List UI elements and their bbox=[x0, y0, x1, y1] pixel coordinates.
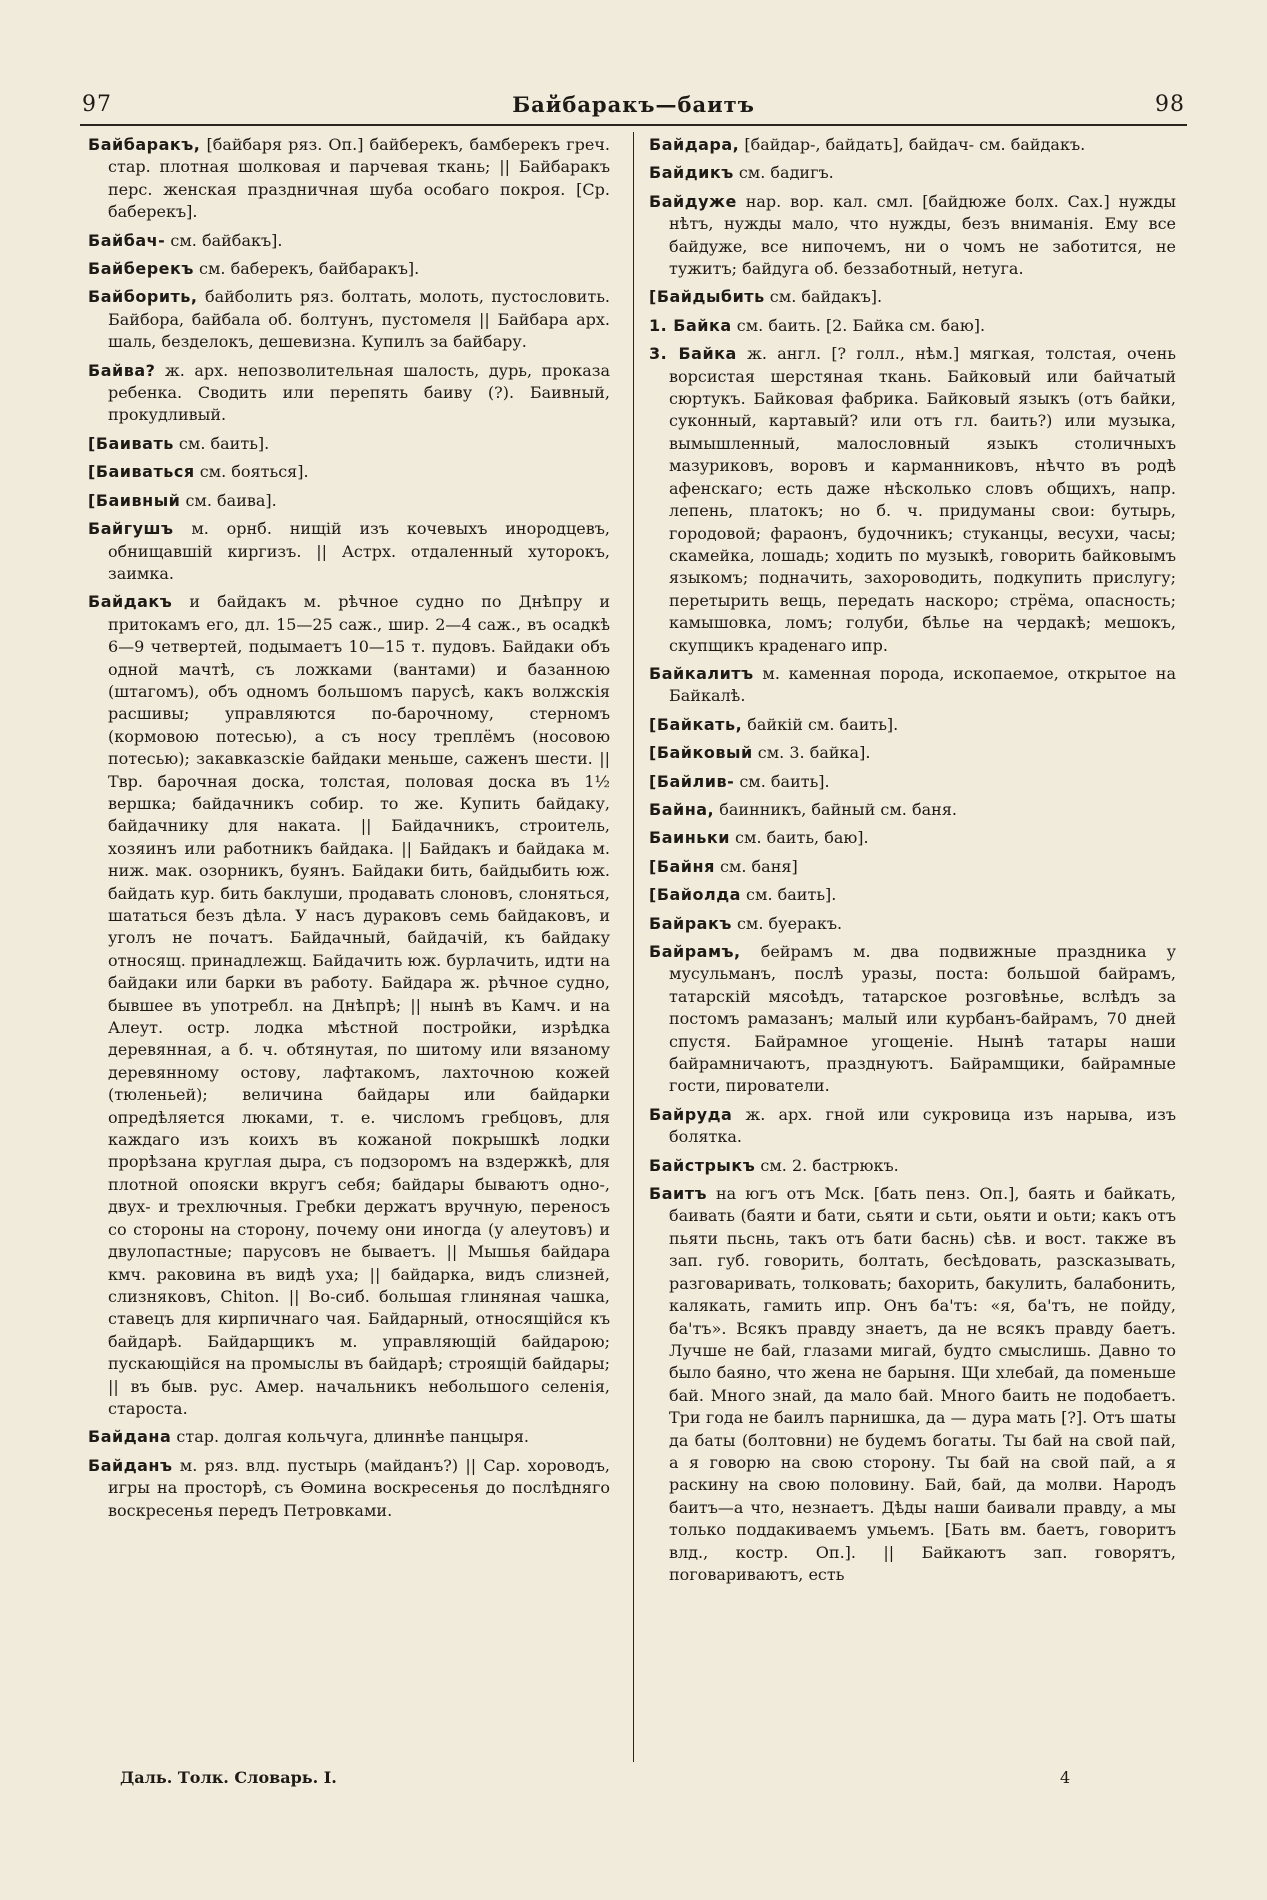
entry-headword: Байгушъ bbox=[88, 519, 174, 539]
entry-headword: Байдакъ bbox=[88, 592, 173, 612]
entry-definition: см. 2. бастрюкъ. bbox=[760, 1155, 899, 1175]
entry-definition: см. буеракъ. bbox=[736, 913, 843, 933]
entry-headword: Байборить, bbox=[88, 287, 198, 307]
entry-definition: см. бояться]. bbox=[199, 462, 309, 482]
left-column bbox=[88, 134, 610, 1764]
entry-definition: [байдар-, байдать], байдач- см. байдакъ. bbox=[744, 135, 1086, 154]
column-divider bbox=[633, 132, 634, 1762]
dictionary-entry bbox=[88, 230, 610, 252]
dictionary-entry bbox=[88, 286, 610, 353]
dictionary-entry bbox=[649, 343, 1176, 657]
dictionary-entry bbox=[649, 1104, 1176, 1149]
entry-definition: см. бадигъ. bbox=[738, 163, 834, 183]
dictionary-entry bbox=[649, 884, 1176, 906]
entry-definition: [байбаря ряз. Оп.] байберекъ, бамберекъ греч. стар. плотная шолковая и парчевая ткань; || Байбаракъ перс. женская праздничная шуба особаго покроя. [Ср. баберекъ]. bbox=[108, 135, 610, 222]
dictionary-entry bbox=[649, 286, 1176, 308]
entry-headword: 3. Байка bbox=[649, 344, 737, 364]
dictionary-entry bbox=[88, 258, 610, 280]
entry-definition: см. байбакъ]. bbox=[170, 230, 283, 250]
entry-headword: Байкалитъ bbox=[649, 663, 754, 683]
running-title: Байбаракъ—баитъ bbox=[512, 92, 755, 117]
entry-headword: [Байолда bbox=[649, 885, 741, 905]
entry-definition: м. орнб. нищій изъ кочевыхъ инородцевъ, обнищавшій киргизъ. || Астрх. отдаленный хуторокъ, заимка. bbox=[108, 519, 610, 583]
entry-headword: [Байдыбить bbox=[649, 287, 765, 307]
entry-headword: Байруда bbox=[649, 1104, 733, 1124]
entry-headword: Баиньки bbox=[649, 828, 730, 848]
dictionary-entry bbox=[649, 1155, 1176, 1177]
dictionary-entry bbox=[649, 1183, 1176, 1586]
dictionary-entry bbox=[88, 360, 610, 427]
dictionary-entry bbox=[88, 591, 610, 1420]
entry-definition: м. каменная порода, ископаемое, открытое на Байкалѣ. bbox=[669, 663, 1176, 706]
entry-headword: Байва? bbox=[88, 360, 156, 380]
entry-definition: см. баива]. bbox=[185, 490, 277, 510]
footer-sheet-number: 4 bbox=[1060, 1768, 1071, 1787]
entry-definition: баинникъ, байный см. баня. bbox=[719, 799, 957, 819]
entry-definition: ж. англ. [? голл., нѣм.] мягкая, толстая, очень ворсистая шерстяная ткань. Байковый или байчатый сюртукъ. Байковая фабрика. Байковый языкъ (отъ байки, суконный, картавый? или отъ гл. баить?) или музыка, вымышленный, малословный языкъ столичныхъ мазуриковъ, воровъ и карманниковъ, нѣчто въ родѣ афенскаго; есть даже нѣсколько словъ общихъ, напр. лепень, платокъ; но б. ч. придуманы свои: бутырь, городовой; фараонъ, будочникъ; стуканцы, весухи, часы; скамейка, лошадь; ходить по музыкѣ, говорить байковымъ языкомъ; подначить, захороводить, подкупить прислугу; перетырить вещь, передать наскоро; стрёма, опасность; камышовка, ломъ; голуби, бѣлье на чердакѣ; мешокъ, скупщикъ краденаго ипр. bbox=[669, 344, 1176, 655]
entry-headword: [Байня bbox=[649, 856, 715, 876]
dictionary-entry bbox=[649, 742, 1176, 764]
footer-signature: Даль. Толк. Словарь. I. bbox=[120, 1768, 337, 1787]
entry-headword: 1. Байка bbox=[649, 315, 732, 335]
entry-definition: см. 3. байка]. bbox=[757, 743, 871, 763]
page-number-right: 98 bbox=[1155, 92, 1185, 117]
entry-definition: и байдакъ м. рѣчное судно по Днѣпру и притокамъ его, дл. 15—25 саж., шир. 2—4 саж., въ осадкѣ 6—9 четвертей, подымаетъ 10—15 т. пудовъ. Байдаки объ одной мачтѣ, съ ложками (вантами) и базанною (штагомъ), объ одномъ большомъ парусѣ, какъ волжскія расшивы; управляются по-барочному, стерномъ (кормовою потесью), а съ носу треплёмъ (носовою потесью); закавказскіе байдаки меньше, саженъ шести. || Твр. барочная доска, толстая, половая доска въ 1½ вершка; байдачникъ собир. то же. Купить байдаку, байдачнику для наката. || Байдачникъ, строитель, хозяинъ или работникъ байдака. || Байдакъ и байдака м. ниж. мак. озорникъ, буянъ. Байдаки бить, байдыбить юж. байдать кур. бить баклуши, продавать слоновъ, слоняться, шататься безъ дѣла. У насъ дураковъ семь байдаковъ, и уголъ не початъ. Байдачный, байдачій, къ байдаку относящ. принадлежщ. Байдачить юж. бурлачить, идти на байдаки или барки въ работу. Байдара ж. рѣчное судно, бывшее въ употребл. на Днѣпрѣ; || нынѣ въ Камч. и на Алеут. остр. лодка мѣстной постройки, изрѣдка деревянная, а б. ч. обтянутая, по шитому или вязаному деревянному остову, лафтакомъ, лахточною кожей (тюленьей); величина байдары или байдарки опредѣляется люками, т. е. числомъ гребцовъ, для каждаго изъ коихъ въ кожаной покрышкѣ лодки прорѣзана круглая дыра, съ подзоромъ на вздержкѣ, для плотной опояски вкругъ себя; байдары бываютъ одно-, двух- и трехлючныя. Гребки держатъ вручную, переносъ со стороны на сторону, почему они иногда (у алеутовъ) и двулопастные; парусовъ не бываетъ. || Мышья байдара кмч. раковина въ видѣ уха; || байдарка, видъ слизней, слизняковъ, Chiton. || Во-сиб. большая глиняная чашка, ставецъ для кирпичнаго чая. Байдарный, относящійся къ байдарѣ. Байдарщикъ м. управляющій байдарою; пускающійся на промыслы въ байдарѣ; строящій байдары; || въ быв. рус. Амер. начальникъ небольшого селенія, староста. bbox=[108, 592, 610, 1418]
entry-definition: стар. долгая кольчуга, длиннѣе панцыря. bbox=[176, 1427, 530, 1447]
entry-headword: Байна, bbox=[649, 799, 715, 819]
dictionary-entry bbox=[649, 856, 1176, 878]
dictionary-entry bbox=[649, 913, 1176, 935]
header-rule bbox=[80, 124, 1187, 126]
right-column bbox=[649, 134, 1176, 1764]
entry-headword: Байракъ bbox=[649, 913, 732, 933]
entry-definition: см. байдакъ]. bbox=[769, 287, 883, 307]
entry-headword: Баитъ bbox=[649, 1184, 707, 1204]
dictionary-entry bbox=[88, 1455, 610, 1522]
entry-definition: ж. арх. гной или сукровица изъ нарыва, изъ болятка. bbox=[669, 1104, 1176, 1147]
dictionary-entry bbox=[88, 433, 610, 455]
entry-headword: Байбач- bbox=[88, 230, 166, 250]
dictionary-entry bbox=[649, 663, 1176, 708]
entry-headword: Байдара, bbox=[649, 135, 740, 154]
dictionary-entry bbox=[649, 191, 1176, 281]
entry-definition: см. баить. [2. Байка см. баю]. bbox=[736, 315, 986, 335]
entry-definition: см. баить, баю]. bbox=[735, 828, 869, 848]
entry-headword: Байданъ bbox=[88, 1455, 173, 1475]
entry-definition: см. баить]. bbox=[746, 885, 837, 905]
entry-headword: [Байкать, bbox=[649, 714, 743, 734]
entry-headword: [Баиваться bbox=[88, 462, 195, 482]
entry-headword: Байдуже bbox=[649, 191, 737, 211]
dictionary-entry bbox=[649, 827, 1176, 849]
dictionary-entry bbox=[88, 461, 610, 483]
entry-headword: Байдана bbox=[88, 1427, 172, 1447]
entry-headword: [Баивный bbox=[88, 490, 181, 510]
entry-headword: [Байковый bbox=[649, 743, 753, 763]
dictionary-entry bbox=[88, 518, 610, 585]
entry-headword: Байрамъ, bbox=[649, 942, 741, 961]
entry-definition: бейрамъ м. два подвижные праздника у мусульманъ, послѣ уразы, поста: большой байрамъ, татарскій мясоѣдъ, татарское розговѣнье, вслѣдъ за постомъ рамазанъ; малый или курбанъ-байрамъ, 70 дней спустя. Байрамное угощеніе. Нынѣ татары наши байрамничаютъ, празднуютъ. Байрамщики, байрамные гости, пирователи. bbox=[669, 942, 1176, 1096]
entry-definition: м. ряз. влд. пустырь (майданъ?) || Сар. хороводъ, игры на просторѣ, съ Ѳомина воскресенья до послѣдняго воскресенья передъ Петровками. bbox=[108, 1455, 610, 1520]
entry-headword: Байстрыкъ bbox=[649, 1155, 756, 1175]
entry-definition: байболить ряз. болтать, молоть, пустословить. Байбора, байбала об. болтунъ, пустомеля || Байбара арх. шаль, безделокъ, дешевизна. Купилъ за байбару. bbox=[108, 287, 610, 352]
dictionary-entry bbox=[649, 771, 1176, 793]
entry-headword: [Байлив- bbox=[649, 771, 735, 791]
entry-headword: [Баивать bbox=[88, 433, 174, 453]
dictionary-entry bbox=[88, 134, 610, 224]
dictionary-entry bbox=[88, 1426, 610, 1448]
page-header bbox=[80, 92, 1187, 128]
entry-definition: на югъ отъ Мск. [бать пенз. Оп.], баять и байкать, баивать (баяти и бати, сьяти и сьти, оьяти и оьти; какъ отъ пьяти пьснь, такъ отъ бати баснь) сѣв. и вост. также въ зап. губ. говорить, болтать, бесѣдовать, разсказывать, разговаривать, толковать; бахорить, бакулить, балабонить, калякать, гамить ипр. Онъ ба'тъ: «я, ба'тъ, не пойду, ба'тъ». Всякъ правду знаетъ, да не всякъ правду баетъ. Лучше не бай, глазами мигай, будто смыслишь. Давно то было баяно, что жена не барыня. Щи хлебай, да поменьше бай. Много знай, да мало бай. Много баить не подобаетъ. Три года не баилъ парнишка, да — дура мать [?]. Отъ шаты да баты (болтовни) не будемъ богаты. Ты бай на свой пай, а я говорю на свою сторону. Ты бай на свой пай, а я раскину на свою половину. Бай, бай, да молви. Народъ баитъ—а что, незнаетъ. Дѣды наши баивали правду, а мы только поддакиваемъ умьемъ. [Бать вм. баетъ, говоритъ влд., костр. Оп.]. || Байкаютъ зап. говорятъ, поговариваютъ, есть bbox=[669, 1184, 1176, 1584]
entry-headword: Байбаракъ, bbox=[88, 135, 201, 154]
dictionary-entry bbox=[649, 941, 1176, 1098]
entry-headword: Байберекъ bbox=[88, 259, 194, 279]
dictionary-entry bbox=[649, 799, 1176, 821]
page-footer bbox=[80, 1768, 1187, 1798]
entry-definition: байкій см. баить]. bbox=[747, 714, 899, 734]
dictionary-entry bbox=[649, 162, 1176, 184]
dictionary-entry bbox=[649, 315, 1176, 337]
entry-headword: Байдикъ bbox=[649, 163, 734, 183]
entry-definition: см. баить]. bbox=[739, 771, 830, 791]
dictionary-entry bbox=[649, 134, 1176, 156]
entry-definition: нар. вор. кал. смл. [байдюже болх. Сах.] нужды нѣтъ, нужды мало, что нужды, безъ вниманія. Ему все байдуже, все нипочемъ, ни о чомъ не заботится, не тужитъ; байдуга об. беззаботный, нетуга. bbox=[669, 191, 1176, 279]
entry-definition: см. баня] bbox=[719, 856, 798, 876]
dictionary-entry bbox=[88, 490, 610, 512]
entry-definition: см. баберекъ, байбаракъ]. bbox=[199, 259, 420, 279]
page-number-left: 97 bbox=[82, 92, 112, 117]
entry-definition: ж. арх. непозволительная шалость, дурь, проказа ребенка. Сводить или перепять баиву (?). Баивный, прокудливый. bbox=[108, 360, 610, 425]
entry-definition: см. баить]. bbox=[178, 433, 270, 453]
dictionary-entry bbox=[649, 714, 1176, 736]
